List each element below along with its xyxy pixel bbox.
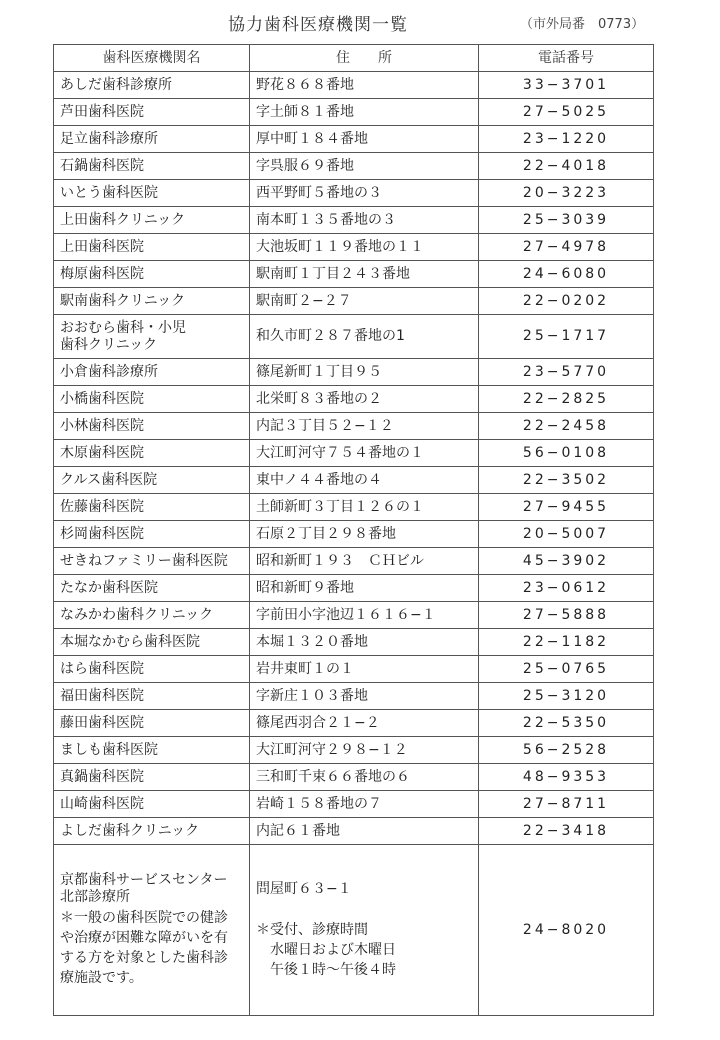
clinic-phone: 56−2528 (479, 737, 654, 764)
clinic-address: 字前田小字池辺１６１６−１ (250, 602, 479, 629)
clinic-phone: 22−1182 (479, 629, 654, 656)
table-row-special-clinic (54, 845, 654, 1016)
clinic-address: 内記６１番地 (250, 818, 479, 845)
clinic-name: 藤田歯科医院 (54, 710, 250, 737)
table-row (54, 126, 654, 153)
table-row (54, 413, 654, 440)
table-row (54, 467, 654, 494)
clinic-phone: 48−9353 (479, 764, 654, 791)
table-row (54, 629, 654, 656)
special-clinic-name-cell (54, 845, 250, 1016)
clinic-name: 小林歯科医院 (54, 413, 250, 440)
clinic-phone: 25−0765 (479, 656, 654, 683)
clinic-address: 野花８６８番地 (250, 72, 479, 99)
clinic-address: 駅南町１丁目２４３番地 (250, 261, 479, 288)
table-row (54, 261, 654, 288)
clinic-name: はら歯科医院 (54, 656, 250, 683)
clinic-address: 土師新町３丁目１２６の１ (250, 494, 479, 521)
table-row (54, 710, 654, 737)
clinic-phone: 27−4978 (479, 234, 654, 261)
clinic-address: 昭和新町９番地 (250, 575, 479, 602)
clinic-address: 篠尾西羽合２１−２ (250, 710, 479, 737)
table-row (54, 521, 654, 548)
clinic-name: せきねファミリー歯科医院 (54, 548, 250, 575)
table-row (54, 656, 654, 683)
table-row (54, 99, 654, 126)
clinic-name: 真鍋歯科医院 (54, 764, 250, 791)
clinic-address: 本堀１３２０番地 (250, 629, 479, 656)
clinic-name-line: 歯科クリニック (60, 336, 158, 353)
clinic-name-line: おおむら歯科・小児 (60, 319, 186, 336)
table-row (54, 737, 654, 764)
table-row (54, 288, 654, 315)
table-row (54, 359, 654, 386)
clinic-address: 問屋町６３−１ (256, 880, 352, 897)
clinic-address: 大江町河守２９８−１２ (250, 737, 479, 764)
clinic-phone: 24−8020 (479, 845, 654, 1016)
clinic-name: 上田歯科医院 (54, 234, 250, 261)
table-row (54, 207, 654, 234)
header-phone: 電話番号 (479, 45, 654, 72)
clinic-name: 小倉歯科診療所 (54, 359, 250, 386)
table-row (54, 575, 654, 602)
clinic-phone: 22−5350 (479, 710, 654, 737)
clinic-phone: 22−0202 (479, 288, 654, 315)
table-row (54, 791, 654, 818)
clinic-phone: 27−5025 (479, 99, 654, 126)
clinic-address: 字呉服６９番地 (250, 153, 479, 180)
clinic-name: 山崎歯科医院 (54, 791, 250, 818)
clinic-name: 小橋歯科医院 (54, 386, 250, 413)
clinic-phone: 25−1717 (479, 315, 654, 359)
table-row (54, 548, 654, 575)
clinic-phone: 27−8711 (479, 791, 654, 818)
clinic-name: 芦田歯科医院 (54, 99, 250, 126)
table-row (54, 234, 654, 261)
clinic-name: あしだ歯科診療所 (54, 72, 250, 99)
clinic-hours-line: ＊受付、診療時間 (256, 921, 368, 938)
clinic-phone: 25−3120 (479, 683, 654, 710)
clinic-phone: 22−4018 (479, 153, 654, 180)
table-row (54, 602, 654, 629)
clinic-address: 和久市町２８７番地の1 (250, 315, 479, 359)
clinic-name-line: 京都歯科サービスセンター (60, 872, 228, 888)
table-row (54, 683, 654, 710)
clinic-phone: 22−3418 (479, 818, 654, 845)
clinic-phone: 22−2825 (479, 386, 654, 413)
table-row (54, 386, 654, 413)
table-row (54, 440, 654, 467)
clinic-name: 木原歯科医院 (54, 440, 250, 467)
clinic-note-line: する方を対象とした歯科診 (60, 950, 228, 966)
clinic-name: 足立歯科診療所 (54, 126, 250, 153)
clinic-phone: 24−6080 (479, 261, 654, 288)
clinic-name: クルス歯科医院 (54, 467, 250, 494)
clinic-name (54, 315, 250, 359)
document-header (0, 10, 720, 36)
clinic-address: 石原２丁目２９８番地 (250, 521, 479, 548)
clinic-phone: 22−2458 (479, 413, 654, 440)
clinic-name: 本堀なかむら歯科医院 (54, 629, 250, 656)
clinic-phone: 56−0108 (479, 440, 654, 467)
clinic-name: 佐藤歯科医院 (54, 494, 250, 521)
clinic-note-line: 療施設です。 (60, 970, 143, 986)
clinic-address: 北栄町８３番地の２ (250, 386, 479, 413)
clinic-address: 昭和新町１９３ ＣＨビル (250, 548, 479, 575)
clinic-phone: 22−3502 (479, 467, 654, 494)
clinic-name: 駅南歯科クリニック (54, 288, 250, 315)
area-code-note: （市外局番 0773） (520, 17, 645, 32)
clinic-address: 三和町千束６６番地の６ (250, 764, 479, 791)
clinic-address: 篠尾新町１丁目９５ (250, 359, 479, 386)
clinic-address: 大池坂町１１９番地の１１ (250, 234, 479, 261)
clinic-address: 西平野町５番地の３ (250, 180, 479, 207)
clinic-name: 梅原歯科医院 (54, 261, 250, 288)
document-title: 協力歯科医療機関一覧 (228, 15, 408, 35)
clinic-phone: 27−9455 (479, 494, 654, 521)
clinic-address: 厚中町１８４番地 (250, 126, 479, 153)
clinic-address: 字新庄１０３番地 (250, 683, 479, 710)
clinic-name: いとう歯科医院 (54, 180, 250, 207)
clinic-name: たなか歯科医院 (54, 575, 250, 602)
clinic-phone: 23−5770 (479, 359, 654, 386)
clinic-name: よしだ歯科クリニック (54, 818, 250, 845)
clinic-phone: 27−5888 (479, 602, 654, 629)
table-row (54, 180, 654, 207)
clinic-name: ましも歯科医院 (54, 737, 250, 764)
table-row (54, 818, 654, 845)
clinic-name: なみかわ歯科クリニック (54, 602, 250, 629)
clinic-name-line: 北部診療所 (60, 889, 130, 905)
header-clinic-name: 歯科医療機関名 (54, 45, 250, 72)
clinic-phone: 33−3701 (479, 72, 654, 99)
clinic-name: 福田歯科医院 (54, 683, 250, 710)
clinic-hours-line: 午後１時〜午後４時 (256, 961, 396, 978)
clinic-address: 大江町河守７５４番地の１ (250, 440, 479, 467)
table-row (54, 153, 654, 180)
clinic-address: 南本町１３５番地の３ (250, 207, 479, 234)
clinic-note (60, 908, 243, 988)
clinic-address: 岩井東町１の１ (250, 656, 479, 683)
clinic-note-line: や治療が困難な障がいを有 (60, 930, 228, 946)
clinic-phone: 23−0612 (479, 575, 654, 602)
clinic-phone: 25−3039 (479, 207, 654, 234)
clinic-address: 駅南町２−２７ (250, 288, 479, 315)
table-row (54, 494, 654, 521)
table-row (54, 72, 654, 99)
clinic-address: 東中ノ４４番地の４ (250, 467, 479, 494)
clinic-address: 内記３丁目５２−１２ (250, 413, 479, 440)
clinic-address: 岩崎１５８番地の７ (250, 791, 479, 818)
table-header-row (54, 45, 654, 72)
clinic-note-line: ＊一般の歯科医院での健診 (60, 910, 228, 926)
table-row (54, 764, 654, 791)
clinic-phone: 20−3223 (479, 180, 654, 207)
special-clinic-address-cell (250, 845, 479, 1016)
table-row (54, 315, 654, 359)
clinic-hours-line: 水曜日および木曜日 (256, 941, 396, 958)
clinic-name: 石鍋歯科医院 (54, 153, 250, 180)
dental-clinic-table (53, 44, 654, 1016)
clinic-name: 杉岡歯科医院 (54, 521, 250, 548)
clinic-address: 字土師８１番地 (250, 99, 479, 126)
clinic-phone: 20−5007 (479, 521, 654, 548)
header-address: 住 所 (250, 45, 479, 72)
clinic-phone: 45−3902 (479, 548, 654, 575)
clinic-name: 上田歯科クリニック (54, 207, 250, 234)
clinic-phone: 23−1220 (479, 126, 654, 153)
